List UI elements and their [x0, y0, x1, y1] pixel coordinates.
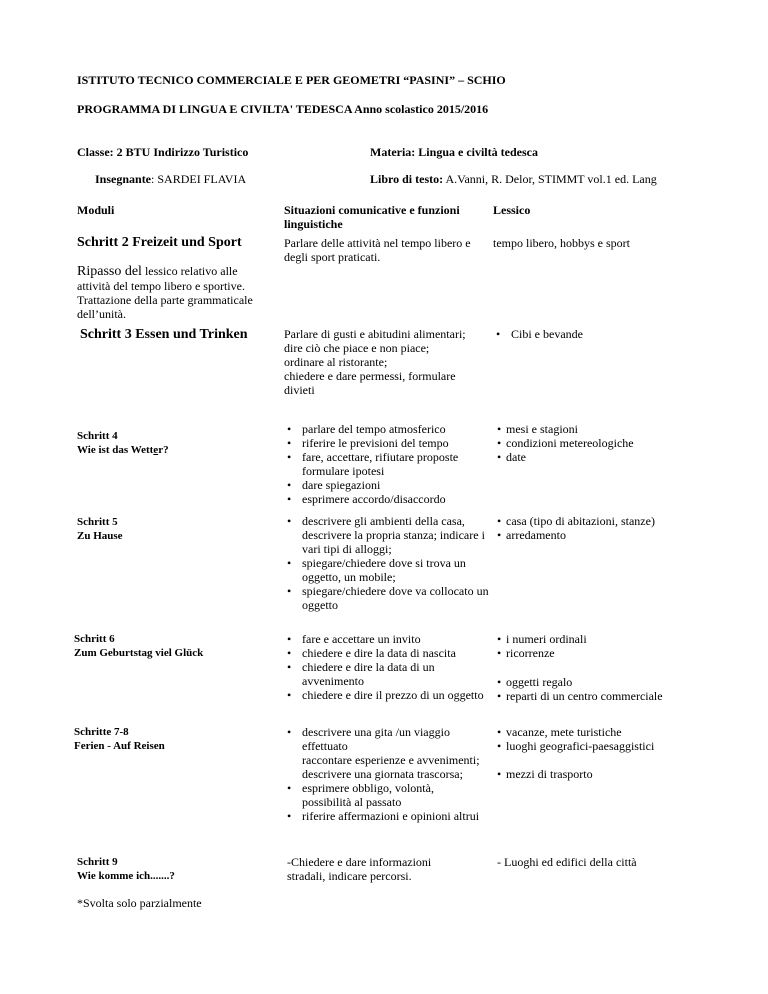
- s9-title-2: Wie komme ich.......?: [77, 870, 175, 882]
- list-item: • chiedere e dire il prezzo di un oggetto: [284, 688, 484, 702]
- program-title: PROGRAMMA DI LINGUA E CIVILTA' TEDESCA Anno scolastico 2015/2016: [77, 102, 489, 116]
- s9-title: [77, 855, 175, 883]
- s2-note-small: lessico relativo alle attività del tempo libero e sportive. Trattazione della parte grammaticale dell’unità.: [77, 264, 253, 321]
- s78-situazioni: [284, 725, 484, 823]
- s2-situazioni: Parlare delle attività nel tempo libero e degli sport praticati.: [284, 236, 471, 264]
- libro-line: [370, 172, 657, 187]
- col-situazioni: Situazioni comunicative e funzioni linguistiche: [284, 203, 460, 231]
- school-title: ISTITUTO TECNICO COMMERCIALE E PER GEOMETRI “PASINI” – SCHIO: [77, 73, 506, 87]
- list-item: • vacanze, mete turistiche: [497, 725, 712, 739]
- list-item: • ricorrenze: [497, 646, 712, 660]
- list-item: • date: [497, 450, 707, 464]
- list-item: • descrivere gli ambienti della casa, descrivere la propria stanza; indicare i vari tipi di alloggi;: [284, 514, 489, 556]
- list-item: • fare e accettare un invito: [284, 632, 484, 646]
- s5-lessico: [497, 514, 707, 542]
- list-item: • chiedere e dire la data di un avvenimento: [284, 660, 484, 688]
- list-item: • luoghi geografici-paesaggistici: [497, 739, 712, 753]
- classe-value: 2 BTU Indirizzo Turistico: [116, 145, 249, 159]
- s9-situazioni: -Chiedere e dare informazioni stradali, indicare percorsi.: [287, 855, 432, 883]
- list-item: • mezzi di trasporto: [497, 767, 712, 781]
- insegnante-label: Insegnante: [95, 172, 152, 186]
- list-item: • parlare del tempo atmosferico: [284, 422, 484, 436]
- list-item: • chiedere e dire la data di nascita: [284, 646, 484, 660]
- s2-note-big: Ripasso del: [77, 264, 142, 279]
- s6-lessico-a: [497, 632, 712, 660]
- list-item: • oggetti regalo: [497, 675, 712, 689]
- col-lessico: Lessico: [493, 203, 531, 217]
- materia: Materia: Lingua e civiltà tedesca: [370, 145, 538, 159]
- list-item: • casa (tipo di abitazioni, stanze): [497, 514, 707, 528]
- s3-situazioni: [284, 327, 489, 397]
- s6-lessico-b: [497, 675, 712, 703]
- s4-title-1: Schritt 4: [77, 430, 118, 442]
- s78-lessico-a: [497, 725, 712, 753]
- list-item: • condizioni metereologiche: [497, 436, 707, 450]
- s5-situazioni: [284, 514, 489, 612]
- s9-lessico: - Luoghi ed edifici della città: [497, 855, 637, 869]
- classe-line: [77, 145, 248, 160]
- list-item: • riferire le previsioni del tempo: [284, 436, 484, 450]
- s3-lessico: [493, 327, 693, 341]
- s9-title-1: Schritt 9: [77, 856, 118, 868]
- insegnante-line: [95, 172, 246, 187]
- s3-sit-2: dire ciò che piace e non piace;: [284, 341, 430, 355]
- s2-note: [77, 264, 272, 321]
- s2-lessico: tempo libero, hobbys e sport: [493, 236, 630, 250]
- list-item: • riferire affermazioni e opinioni altrui: [284, 809, 484, 823]
- s5-title: [77, 515, 123, 543]
- s4-title-2a: Wie ist das Wett: [77, 444, 154, 456]
- s5-title-1: Schritt 5: [77, 516, 118, 528]
- list-item: • mesi e stagioni: [497, 422, 707, 436]
- s78-sit-list-a: [284, 725, 484, 753]
- classe-label: Classe:: [77, 145, 114, 159]
- libro-value: A.Vanni, R. Delor, STIMMT vol.1 ed. Lang: [443, 172, 657, 186]
- s78-sit-more: [284, 753, 484, 781]
- s78-title: [74, 725, 165, 753]
- s78-title-1: Schritte 7-8: [74, 726, 129, 738]
- s6-situazioni: [284, 632, 484, 702]
- list-item: • reparti di un centro commerciale: [497, 689, 712, 703]
- list-item: • fare, accettare, rifiutare proposte formulare ipotesi: [284, 450, 484, 478]
- s3-sit-3: ordinare al ristorante;: [284, 355, 388, 369]
- s4-title-2b: e: [153, 444, 159, 456]
- s3-title: Schritt 3 Essen und Trinken: [80, 327, 248, 342]
- s3-sit-4: chiedere e dare permessi, formulare divieti: [284, 369, 456, 397]
- s2-title: Schritt 2 Freizeit und Sport: [77, 235, 242, 250]
- list-item: • esprimere obbligo, volontà, possibilità al passato: [284, 781, 484, 809]
- s4-situazioni: [284, 422, 484, 506]
- s4-title-2: [77, 443, 169, 457]
- list-item: • arredamento: [497, 528, 707, 542]
- s78-sit-more-2: descrivere una giornata trascorsa;: [302, 767, 463, 781]
- s4-lessico: [497, 422, 707, 464]
- s4-title: [77, 429, 169, 457]
- s5-title-2: Zu Hause: [77, 530, 123, 542]
- libro-label: Libro di testo:: [370, 172, 444, 186]
- s6-title-2: Zum Geburtstag viel Glück: [74, 647, 204, 659]
- list-item: • Cibi e bevande: [493, 327, 693, 341]
- list-item: • i numeri ordinali: [497, 632, 712, 646]
- col-moduli: Moduli: [77, 203, 115, 217]
- list-item: • descrivere una gita /un viaggio effettuato: [284, 725, 484, 753]
- s6-title: [74, 632, 203, 660]
- s6-title-1: Schritt 6: [74, 633, 115, 645]
- s78-sit-more-1: raccontare esperienze e avvenimenti;: [302, 753, 480, 767]
- list-item: • spiegare/chiedere dove va collocato un oggetto: [284, 584, 489, 612]
- footnote: *Svolta solo parzialmente: [77, 896, 202, 910]
- s78-lessico-b: [497, 767, 712, 781]
- list-item: • esprimere accordo/disaccordo: [284, 492, 484, 506]
- insegnante-value: : SARDEI FLAVIA: [151, 172, 247, 186]
- list-item: • spiegare/chiedere dove si trova un oggetto, un mobile;: [284, 556, 489, 584]
- s78-title-2: Ferien - Auf Reisen: [74, 740, 165, 752]
- list-item: • dare spiegazioni: [284, 478, 484, 492]
- s78-sit-list-b: [284, 781, 484, 823]
- s3-sit-1: Parlare di gusti e abitudini alimentari;: [284, 327, 466, 341]
- s4-title-2c: r?: [158, 444, 169, 456]
